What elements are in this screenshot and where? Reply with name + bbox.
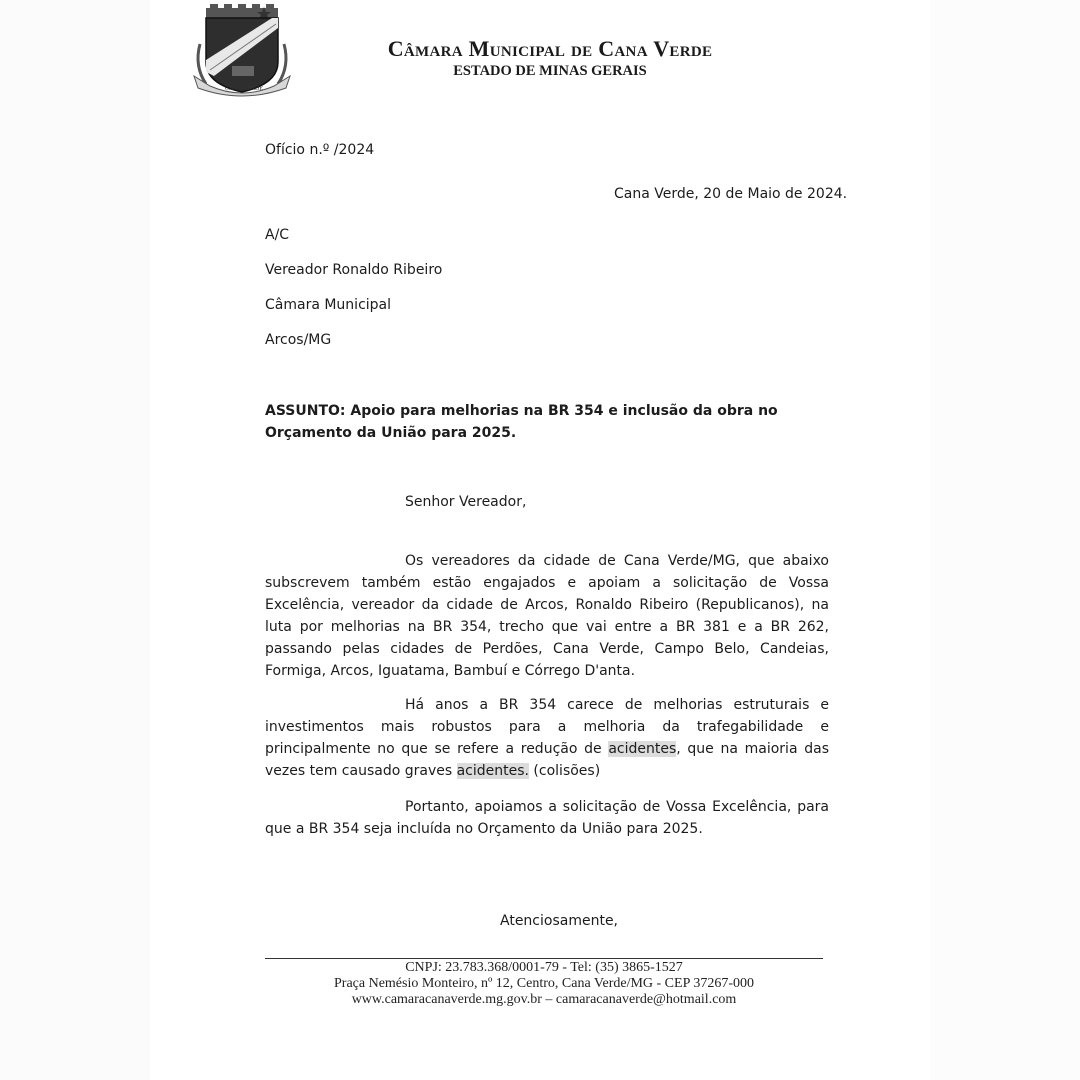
footer-address: Praça Nemésio Monteiro, nº 12, Centro, Cana Verde/MG - CEP 37267-000 xyxy=(334,976,754,991)
coat-of-arms-icon xyxy=(192,4,296,100)
recipient-city: Arcos/MG xyxy=(265,332,332,348)
subject-label: ASSUNTO: xyxy=(265,403,346,419)
body-paragraph-1: Os vereadores da cidade de Cana Verde/MG, que abaixo subscrevem também estão engajados e apoiam a solicitação de Vossa Excelência, vereador da cidade de Arcos, Ronaldo Ribeiro (Republicanos), na luta por melhorias na BR 354, trecho que vai entre a BR 381 e a BR 262, passando pelas cidades de Perdões, Cana Verde, Campo Belo, Candeias, Formiga, Arcos, Iguatama, Bambuí e Córrego D'anta. xyxy=(265,553,829,679)
scan-margin-right xyxy=(930,0,1080,1080)
body-paragraph-2 xyxy=(265,694,829,782)
body-paragraph-3: Portanto, apoiamos a solicitação de Vossa Excelência, para que a BR 354 seja incluída no Orçamento da União para 2025. xyxy=(265,799,829,837)
crest-ribbon-text: CANA VERDE xyxy=(224,86,264,92)
salutation: Senhor Vereador, xyxy=(405,494,527,510)
footer-divider xyxy=(265,958,823,959)
closing-line: Atenciosamente, xyxy=(500,913,619,929)
highlighted-word: acidentes xyxy=(608,741,677,757)
recipient-attention: A/C xyxy=(265,227,290,243)
institution-title: Câmara Municipal de Cana Verde xyxy=(387,36,713,61)
footer-cnpj-phone: CNPJ: 23.783.368/0001-79 - Tel: (35) 3865-1527 xyxy=(405,960,683,975)
subject-line xyxy=(265,400,831,444)
paragraph-2-text-c: (colisões) xyxy=(528,763,601,779)
institution-subtitle: ESTADO DE MINAS GERAIS xyxy=(453,63,647,79)
subject-text: Apoio para melhorias na BR 354 e inclusão da obra no Orçamento da União para 2025. xyxy=(265,403,778,441)
recipient-name: Vereador Ronaldo Ribeiro xyxy=(265,262,443,278)
office-reference: Ofício n.º /2024 xyxy=(265,142,375,158)
highlighted-word: acidentes. xyxy=(456,763,529,779)
scan-margin-left xyxy=(0,0,150,1080)
recipient-institution: Câmara Municipal xyxy=(265,297,392,313)
date-line: Cana Verde, 20 de Maio de 2024. xyxy=(614,186,848,202)
paragraph-2-text-a: Há anos a BR 354 carece de melhorias estruturais e investimentos mais robustos para a melhoria da trafegabilidade e principalmente no que se refere a redução de xyxy=(265,697,829,757)
paragraph-2-text-b: , que na maioria das vezes tem causado graves xyxy=(265,741,829,779)
footer-web-email: www.camaracanaverde.mg.gov.br – camaracanaverde@hotmail.com xyxy=(351,992,737,1007)
